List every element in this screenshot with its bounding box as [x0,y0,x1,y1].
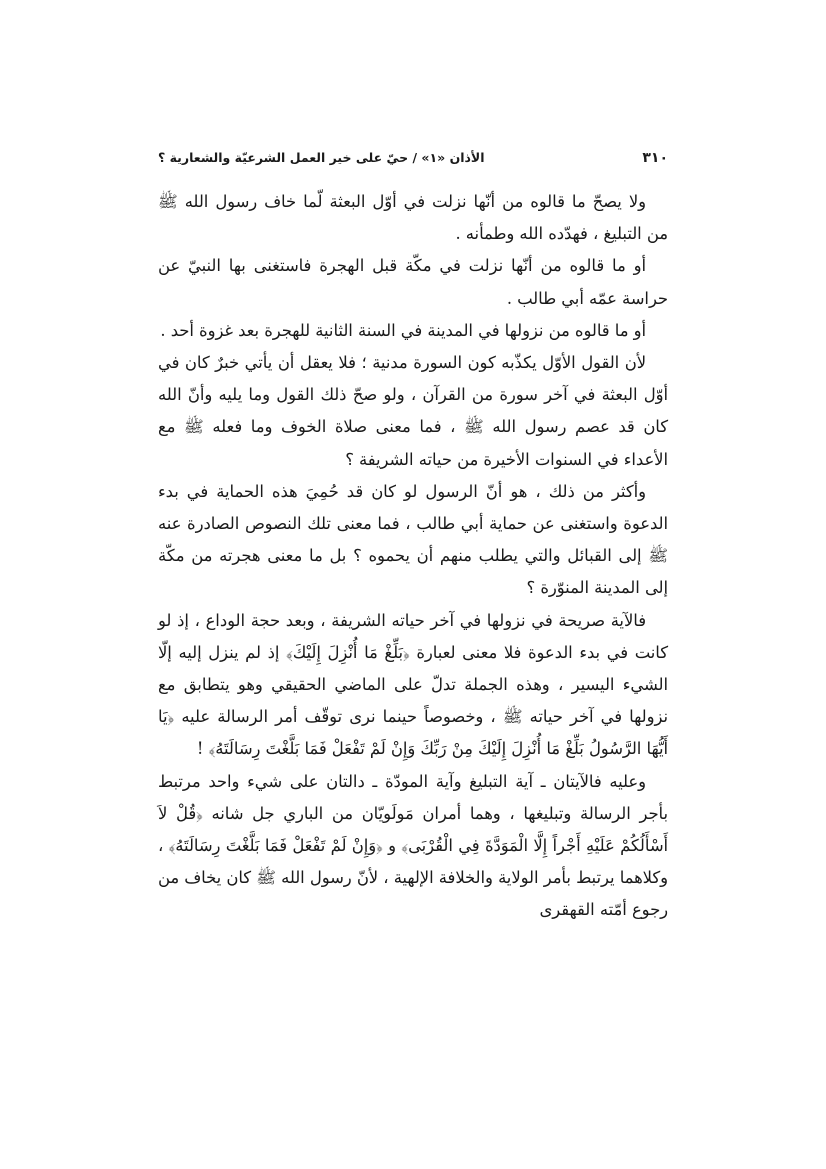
body-text [158,186,668,927]
running-title: الأذان «١» / حيّ على خير العمل الشرعيّة والشعارية ؟ [158,150,485,165]
paragraph-3: أو ما قالوه من نزولها في المدينة في السنة الثانية للهجرة بعد غزوة أحد . [160,320,646,340]
page-number: ٣١٠ [642,150,668,166]
paragraph-6: فالآية صريحة في نزولها في آخر حياته الشريفة ، وبعد حجة الوداع ، إذ لو كانت في بدء الدعوة فلا معنى لعبارة ﴿بَلِّغْ مَا أُنْزِلَ إِلَيْكَ﴾ إذ لم ينزل إليه إلّا الشيء اليسير ، وهذه الجملة تدلّ على الماضي الحقيقي وهو يتطابق مع نزولها في آخر حياته ﷺ ، وخصوصاً حينما نرى توقّف أمر الرسالة عليه ﴿يَا أَيُّهَا الرَّسُولُ بَلِّغْ مَا أُنْزِلَ إِلَيْكَ مِنْ رَبِّكَ وَإِنْ لَمْ تَفْعَلْ فَمَا بَلَّغْتَ رِسَالَتَهُ﴾ ! [158,610,668,759]
paragraph-5: وأكثر من ذلك ، هو أنّ الرسول لو كان قد حُمِيَ هذه الحماية في بدء الدعوة واستغنى عن حماية أبي طالب ، فما معنى تلك النصوص الصادرة عنه ﷺ إلى القبائل والتي يطلب منهم أن يحموه ؟ بل ما معنى هجرته من مكّة إلى المدينة المنوّرة ؟ [158,481,668,598]
paragraph-2: أو ما قالوه من أنّها نزلت في مكّة قبل الهجرة فاستغنى بها النبيّ عن حراسة عمّه أبي طالب . [158,256,668,308]
paragraph-1: ولا يصحّ ما قالوه من أنّها نزلت في أوّل البعثة لّما خاف رسول الله ﷺ من التبليغ ، فهدّده الله وطمأنه . [158,192,668,244]
paragraph-4: لأن القول الأوّل يكذّبه كون السورة مدنية ؛ فلا يعقل أن يأتي خبرٌ كان في أوّل البعثة في آخر سورة من القرآن ، ولو صحّ ذلك القول وما يليه وأنّ الله كان قد عصم رسول الله ﷺ ، فما معنى صلاة الخوف وما فعله ﷺ مع الأعداء في السنوات الأخيرة من حياته الشريفة ؟ [158,353,668,469]
book-page [158,150,668,927]
paragraph-7: وعليه فالآيتان ـ آية التبليغ وآية المودّة ـ دالتان على شيء واحد مرتبط بأجر الرسالة وتبليغها ، وهما أمران مَولَويّان من الباري جل شانه ﴿قُلْ لاَ أَسْأَلُكُمْ عَلَيْهِ أَجْراً إِلَّا الْمَوَدَّةَ فِي الْقُرْبَى﴾ و ﴿وَإِنْ لَمْ تَفْعَلْ فَمَا بَلَّغْتَ رِسَالَتَهُ﴾ ، وكلاهما يرتبط بأمر الولاية والخلافة الإلهية ، لأنّ رسول الله ﷺ كان يخاف من رجوع أمّته القهقرى [158,771,668,920]
running-header [158,150,668,172]
